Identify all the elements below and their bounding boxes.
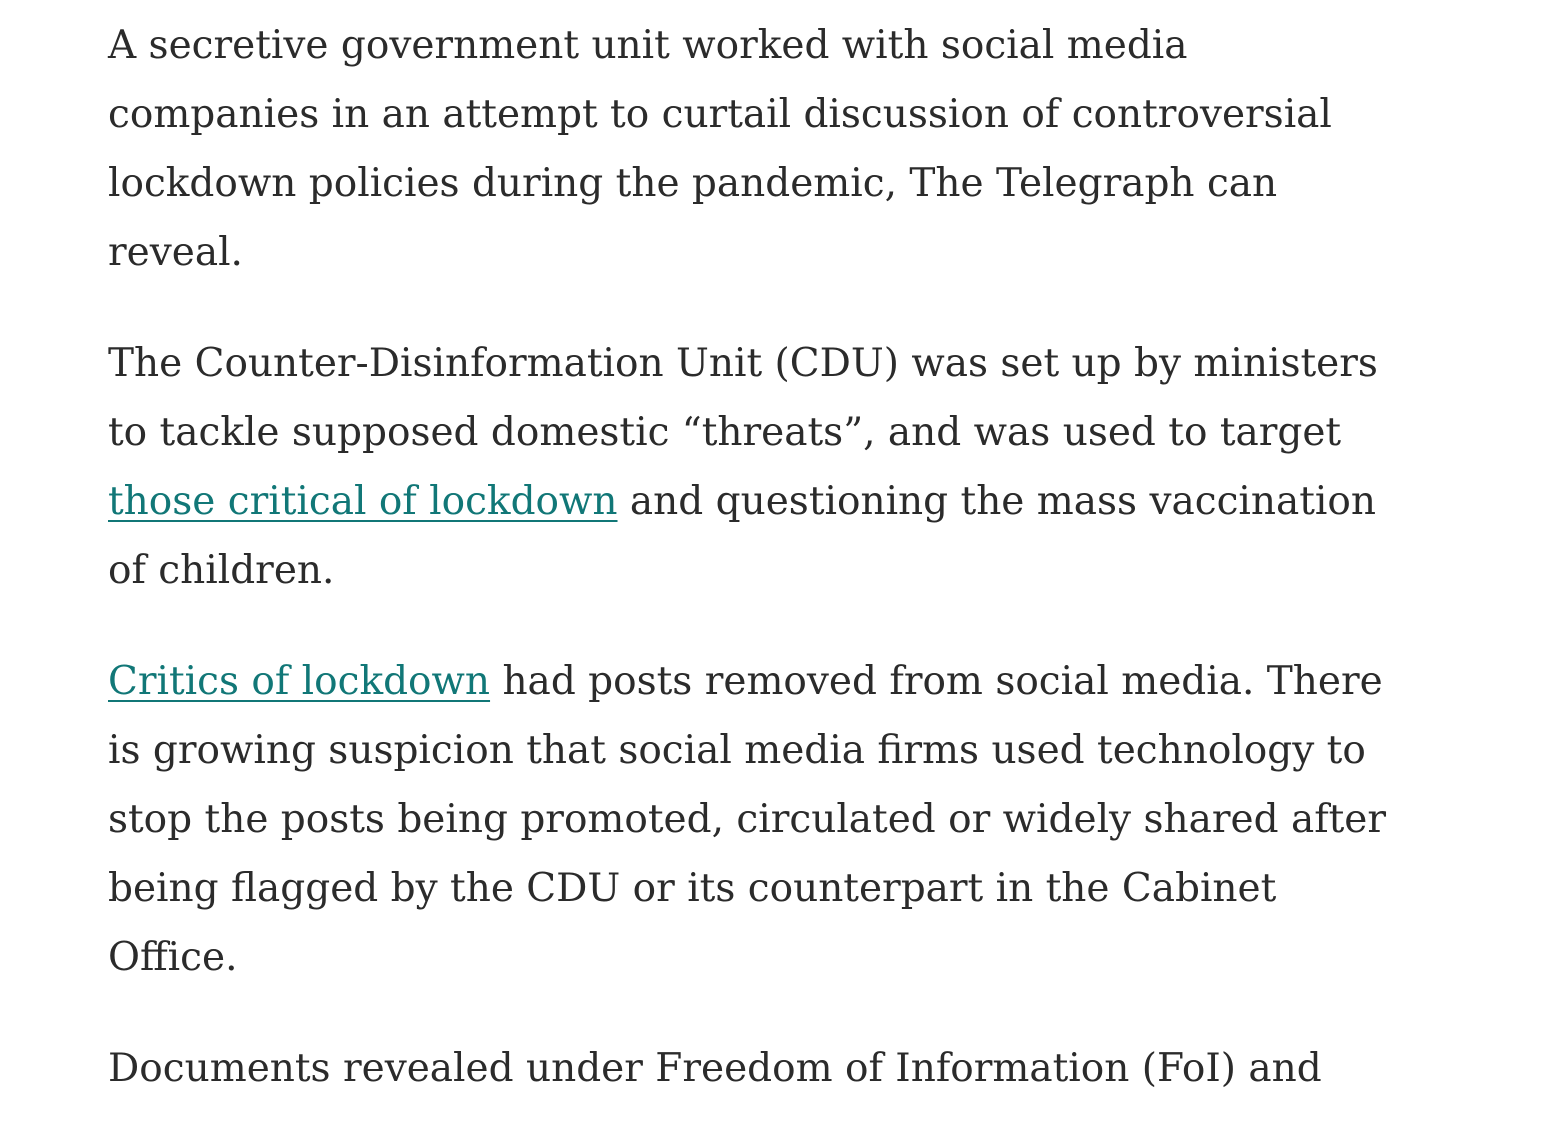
link-those-critical-of-lockdown[interactable]: those critical of lockdown	[108, 479, 618, 524]
paragraph-critics	[108, 647, 1398, 992]
paragraph-text: The Counter-Disinformation Unit (CDU) was set up by ministers to tackle supposed domestic “threats”, and was used to target	[108, 341, 1378, 455]
paragraph-intro: A secretive government unit worked with social media companies in an attempt to curtail discussion of controversial lockdown policies during the pandemic, The Telegraph can reveal.	[108, 23, 1332, 275]
paragraph-text: and questioning the mass vaccination of children.	[108, 479, 1376, 593]
paragraph-documents: Documents revealed under Freedom of Information (FoI) and	[108, 1046, 1322, 1091]
article-body	[108, 11, 1398, 1145]
paragraph-text: had posts removed from social media. There is growing suspicion that social media firms used technology to stop the posts being promoted, circulated or widely shared after being flagged by the CDU or its counterpart in the Cabinet Office.	[108, 659, 1387, 980]
paragraph-cdu	[108, 329, 1398, 605]
link-critics-of-lockdown[interactable]: Critics of lockdown	[108, 659, 491, 704]
